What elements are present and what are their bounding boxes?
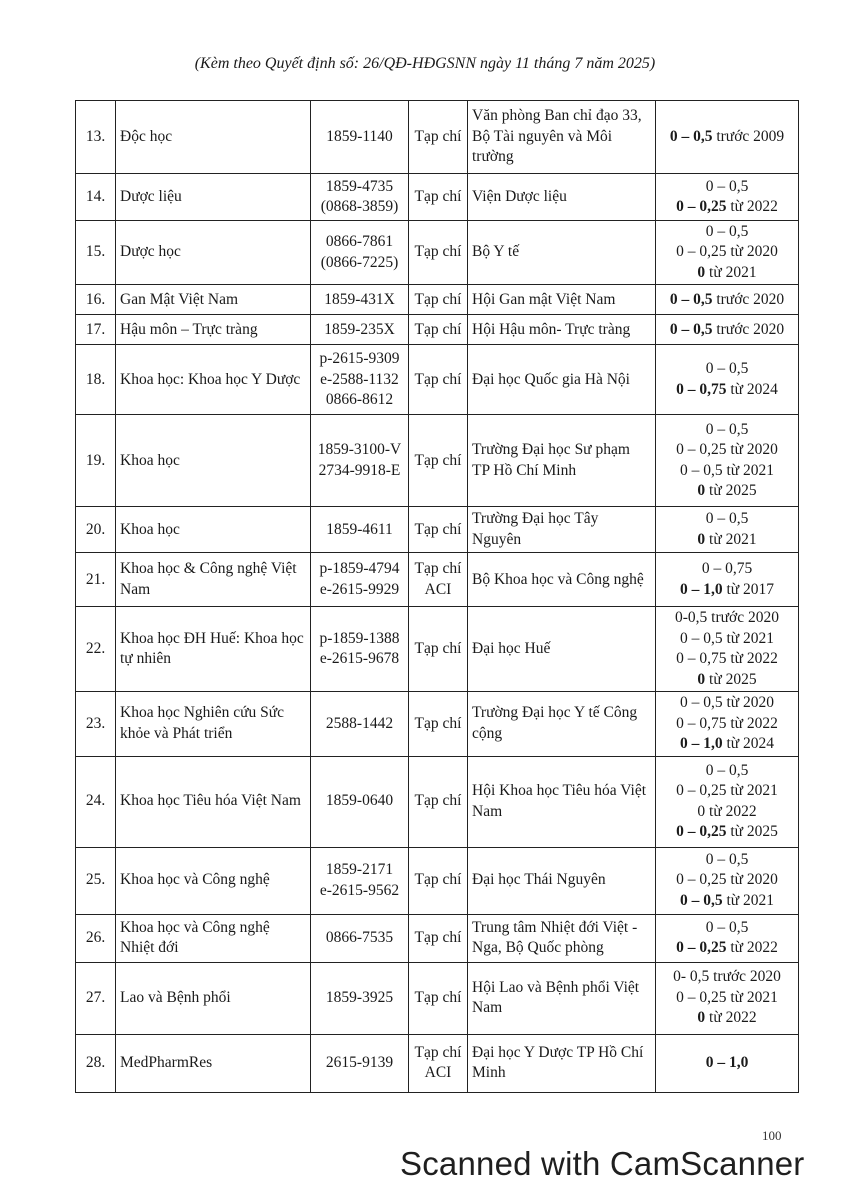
issn xyxy=(311,221,409,285)
page-number: 100 xyxy=(762,1128,782,1140)
publication-type xyxy=(409,1034,468,1092)
journal-name: Hậu môn – Trực tràng xyxy=(116,315,311,345)
publication-type xyxy=(409,847,468,914)
row-number: 14. xyxy=(76,174,116,221)
issn-line: 1859-0640 xyxy=(325,792,394,810)
publication-type xyxy=(409,415,468,507)
issn-line: 2588-1442 xyxy=(325,714,394,732)
type-line: ACI xyxy=(424,580,452,598)
row-number: 13. xyxy=(76,101,116,174)
journal-name: Gan Mật Việt Nam xyxy=(116,285,311,315)
score-since: từ 2017 xyxy=(722,580,775,598)
score-value: 0 – 0,25 xyxy=(676,441,727,459)
publication-type xyxy=(409,607,468,692)
table-row xyxy=(76,756,799,847)
issn-line: 0866-8612 xyxy=(325,391,394,409)
score-line xyxy=(660,822,794,842)
score-since: từ 2020 xyxy=(726,441,778,459)
row-number: 17. xyxy=(76,315,116,345)
score-line xyxy=(660,761,794,781)
table-row xyxy=(76,507,799,553)
score-since: từ 2022 xyxy=(705,1009,757,1027)
score-line xyxy=(660,714,794,734)
publication-type xyxy=(409,345,468,415)
publisher: Trường Đại học Y tế Công cộng xyxy=(468,692,656,756)
issn-line: 1859-3925 xyxy=(325,988,394,1006)
score-since: từ 2022 xyxy=(726,714,778,732)
journal-name: Khoa học Tiêu hóa Việt Nam xyxy=(116,756,311,847)
table-row xyxy=(76,345,799,415)
score-value: 0 – 0,5 xyxy=(669,320,713,338)
score-since: từ 2021 xyxy=(726,988,778,1006)
score-line xyxy=(660,608,794,628)
issn xyxy=(311,607,409,692)
row-number: 23. xyxy=(76,692,116,756)
issn-line: e-2615-9929 xyxy=(319,580,400,598)
score-range xyxy=(656,962,799,1034)
score-line xyxy=(660,197,794,217)
score-since: từ 2024 xyxy=(722,735,775,753)
journal-name: Khoa học và Công nghệ Nhiệt đới xyxy=(116,914,311,962)
type-line: Tạp chí xyxy=(414,560,462,578)
publication-type xyxy=(409,756,468,847)
score-value: 0 – 0,25 xyxy=(676,243,727,261)
type-line: Tạp chí xyxy=(414,928,462,946)
issn-line: 1859-4735 xyxy=(325,177,394,195)
row-number: 28. xyxy=(76,1034,116,1092)
table-row xyxy=(76,174,799,221)
issn xyxy=(311,962,409,1034)
score-value: 0 – 0,5 xyxy=(679,891,723,909)
score-since: từ 2021 xyxy=(722,891,775,909)
issn xyxy=(311,285,409,315)
score-range xyxy=(656,285,799,315)
publication-type xyxy=(409,962,468,1034)
score-value: 0 – 0,5 xyxy=(705,918,749,936)
publisher: Trường Đại học Tây Nguyên xyxy=(468,507,656,553)
journal-name: Khoa học Nghiên cứu Sức khỏe và Phát triển xyxy=(116,692,311,756)
score-value: 0 – 0,75 xyxy=(676,714,727,732)
publisher: Đại học Y Dược TP Hồ Chí Minh xyxy=(468,1034,656,1092)
table-row xyxy=(76,285,799,315)
score-line xyxy=(660,559,794,579)
score-line xyxy=(660,693,794,713)
score-value: 0- 0,5 xyxy=(673,968,710,986)
publication-type xyxy=(409,507,468,553)
publisher: Hội Khoa học Tiêu hóa Việt Nam xyxy=(468,756,656,847)
score-line xyxy=(660,580,794,600)
row-number: 25. xyxy=(76,847,116,914)
score-since: từ 2021 xyxy=(705,530,757,548)
table-row xyxy=(76,221,799,285)
score-value: 0 – 1,0 xyxy=(705,1053,749,1071)
score-line xyxy=(660,320,794,340)
score-value: 0 – 0,5 xyxy=(705,510,749,528)
row-number: 24. xyxy=(76,756,116,847)
score-line xyxy=(660,734,794,754)
type-line: Tạp chí xyxy=(414,243,462,261)
score-since: trước 2020 xyxy=(709,968,781,986)
journal-name: Khoa học và Công nghệ xyxy=(116,847,311,914)
score-value: 0 – 0,25 xyxy=(676,198,727,215)
publisher: Bộ Y tế xyxy=(468,221,656,285)
issn-line: 2615-9139 xyxy=(325,1053,394,1071)
score-since: từ 2022 xyxy=(726,650,778,668)
score-value: 0 – 0,5 xyxy=(705,761,749,779)
journal-name: Khoa học xyxy=(116,507,311,553)
score-value: 0 xyxy=(697,263,706,281)
score-range xyxy=(656,415,799,507)
journal-name: Khoa học ĐH Huế: Khoa học tự nhiên xyxy=(116,607,311,692)
score-line xyxy=(660,177,794,197)
score-value: 0 – 0,5 xyxy=(679,629,723,647)
score-value: 0 – 0,5 xyxy=(679,461,723,479)
score-value: 0-0,5 xyxy=(675,609,708,627)
table-row xyxy=(76,101,799,174)
camscanner-watermark: Scanned with CamScanner xyxy=(400,1145,805,1182)
publisher: Viện Dược liệu xyxy=(468,174,656,221)
issn-line: e-2615-9678 xyxy=(319,650,400,668)
score-range xyxy=(656,345,799,415)
issn-line: 1859-4611 xyxy=(326,520,393,538)
score-since: từ 2021 xyxy=(722,461,775,479)
score-since: từ 2025 xyxy=(726,822,778,840)
issn-line: 0866-7535 xyxy=(325,928,394,946)
score-since: trước 2020 xyxy=(707,609,779,627)
row-number: 18. xyxy=(76,345,116,415)
journal-name: Lao và Bệnh phổi xyxy=(116,962,311,1034)
table-row xyxy=(76,607,799,692)
score-value: 0 – 0,75 xyxy=(676,650,727,668)
row-number: 27. xyxy=(76,962,116,1034)
score-since: từ 2022 xyxy=(726,198,778,215)
score-line xyxy=(660,530,794,550)
issn xyxy=(311,101,409,174)
score-value: 0 xyxy=(697,482,706,500)
score-range xyxy=(656,607,799,692)
score-line xyxy=(660,481,794,501)
issn-line: e-2615-9562 xyxy=(319,881,400,899)
score-since: từ 2020 xyxy=(722,694,775,712)
issn-line: p-1859-1388 xyxy=(319,629,400,647)
issn-line: 1859-2171 xyxy=(325,861,394,879)
journal-name: Khoa học xyxy=(116,415,311,507)
score-line xyxy=(660,870,794,890)
score-value: 0 – 0,5 xyxy=(679,694,723,712)
score-range xyxy=(656,553,799,607)
issn-line: 1859-1140 xyxy=(326,127,393,145)
score-range xyxy=(656,756,799,847)
score-range xyxy=(656,847,799,914)
score-range xyxy=(656,174,799,221)
issn xyxy=(311,315,409,345)
issn-line: 1859-235X xyxy=(324,320,395,338)
score-value: 0 – 1,0 xyxy=(679,735,723,753)
issn xyxy=(311,507,409,553)
score-line xyxy=(660,380,794,400)
score-since: từ 2021 xyxy=(726,782,778,800)
score-line xyxy=(660,670,794,690)
type-line: Tạp chí xyxy=(414,290,462,308)
type-line: Tạp chí xyxy=(414,320,462,338)
type-line: Tạp chí xyxy=(414,714,462,732)
score-line xyxy=(660,629,794,649)
journal-name: Khoa học: Khoa học Y Dược xyxy=(116,345,311,415)
type-line: Tạp chí xyxy=(414,1043,462,1061)
table-row xyxy=(76,847,799,914)
score-line xyxy=(660,967,794,987)
row-number: 20. xyxy=(76,507,116,553)
publisher: Hội Gan mật Việt Nam xyxy=(468,285,656,315)
score-line xyxy=(660,649,794,669)
type-line: Tạp chí xyxy=(414,988,462,1006)
type-line: Tạp chí xyxy=(414,370,462,388)
score-value: 0 – 0,25 xyxy=(676,782,727,800)
publication-type xyxy=(409,101,468,174)
score-since: từ 2024 xyxy=(726,380,778,398)
score-value: 0 – 0,5 xyxy=(669,290,713,308)
type-line: Tạp chí xyxy=(414,127,462,145)
score-range xyxy=(656,101,799,174)
score-since: từ 2021 xyxy=(722,629,775,647)
type-line: Tạp chí xyxy=(414,792,462,810)
issn xyxy=(311,756,409,847)
score-since: trước 2020 xyxy=(712,320,785,338)
score-value: 0 – 0,5 xyxy=(669,127,713,145)
score-since: từ 2020 xyxy=(726,243,778,261)
header-note: (Kèm theo Quyết định số: 26/QĐ-HĐGSNN ngày 11 tháng 7 năm 2025) xyxy=(194,55,656,72)
score-value: 0 xyxy=(697,530,706,548)
score-value: 0 – 0,75 xyxy=(676,380,727,398)
score-range xyxy=(656,315,799,345)
score-line xyxy=(660,263,794,283)
publication-type xyxy=(409,692,468,756)
score-range xyxy=(656,1034,799,1092)
score-line xyxy=(660,290,794,310)
issn xyxy=(311,174,409,221)
issn xyxy=(311,1034,409,1092)
table-row xyxy=(76,692,799,756)
type-line: Tạp chí xyxy=(414,640,462,658)
table-row xyxy=(76,553,799,607)
issn-line: 1859-3100-V xyxy=(317,441,402,459)
table-row xyxy=(76,914,799,962)
score-value: 0 – 0,25 xyxy=(676,988,727,1006)
score-line xyxy=(660,509,794,529)
score-line xyxy=(660,891,794,911)
row-number: 15. xyxy=(76,221,116,285)
row-number: 16. xyxy=(76,285,116,315)
score-line xyxy=(660,938,794,958)
table-row xyxy=(76,415,799,507)
score-line xyxy=(660,420,794,440)
publication-type xyxy=(409,285,468,315)
score-value: 0 – 0,25 xyxy=(676,939,727,957)
score-value: 0 – 0,5 xyxy=(705,360,749,378)
score-since: từ 2025 xyxy=(705,482,757,500)
score-since: từ 2025 xyxy=(705,670,757,688)
journal-name: Dược liệu xyxy=(116,174,311,221)
score-range xyxy=(656,507,799,553)
row-number: 19. xyxy=(76,415,116,507)
score-line xyxy=(660,1053,794,1073)
issn xyxy=(311,847,409,914)
issn-line: p-1859-4794 xyxy=(319,560,400,578)
score-since: trước 2009 xyxy=(712,127,785,145)
publication-type xyxy=(409,315,468,345)
issn-line: e-2588-1132 xyxy=(320,370,399,388)
score-value: 0 xyxy=(697,670,706,688)
journal-table xyxy=(75,100,799,1093)
score-value: 0 – 0,75 xyxy=(701,560,753,578)
score-value: 0 xyxy=(697,802,706,820)
score-value: 0 – 0,5 xyxy=(705,850,749,868)
table-row xyxy=(76,1034,799,1092)
score-line xyxy=(660,440,794,460)
score-value: 0 – 0,25 xyxy=(676,822,727,840)
issn xyxy=(311,553,409,607)
row-number: 22. xyxy=(76,607,116,692)
score-range xyxy=(656,692,799,756)
publisher: Đại học Quốc gia Hà Nội xyxy=(468,345,656,415)
publisher: Hội Lao và Bệnh phổi Việt Nam xyxy=(468,962,656,1034)
score-value: 0 – 0,5 xyxy=(705,420,749,438)
publisher: Trung tâm Nhiệt đới Việt - Nga, Bộ Quốc phòng xyxy=(468,914,656,962)
table-row xyxy=(76,315,799,345)
publisher: Hội Hậu môn- Trực tràng xyxy=(468,315,656,345)
score-line xyxy=(660,222,794,242)
score-since: từ 2020 xyxy=(726,871,778,889)
row-number: 26. xyxy=(76,914,116,962)
issn-line: (0866-7225) xyxy=(320,253,399,271)
issn-line: p-2615-9309 xyxy=(319,350,400,368)
score-line xyxy=(660,461,794,481)
score-value: 0 xyxy=(697,1009,706,1027)
score-line xyxy=(660,1008,794,1028)
issn-line: 1859-431X xyxy=(324,290,395,308)
score-line xyxy=(660,359,794,379)
issn xyxy=(311,914,409,962)
score-range xyxy=(656,914,799,962)
journal-name: Độc học xyxy=(116,101,311,174)
score-line xyxy=(660,988,794,1008)
score-line xyxy=(660,242,794,262)
score-value: 0 – 0,5 xyxy=(705,177,749,195)
score-since: trước 2020 xyxy=(712,290,785,308)
issn-line: 0866-7861 xyxy=(325,233,394,251)
journal-name: MedPharmRes xyxy=(116,1034,311,1092)
type-line: Tạp chí xyxy=(414,520,462,538)
score-range xyxy=(656,221,799,285)
score-line xyxy=(660,850,794,870)
score-value: 0 – 0,25 xyxy=(676,871,727,889)
issn-line: 2734-9918-E xyxy=(318,461,401,479)
row-number: 21. xyxy=(76,553,116,607)
score-value: 0 – 1,0 xyxy=(679,580,723,598)
publication-type xyxy=(409,914,468,962)
issn xyxy=(311,345,409,415)
publisher: Văn phòng Ban chỉ đạo 33, Bộ Tài nguyên và Môi trường xyxy=(468,101,656,174)
score-line xyxy=(660,802,794,822)
journal-name: Dược học xyxy=(116,221,311,285)
type-line: ACI xyxy=(424,1064,452,1082)
score-since: từ 2022 xyxy=(726,939,778,957)
publication-type xyxy=(409,221,468,285)
score-since: từ 2021 xyxy=(705,263,757,281)
type-line: Tạp chí xyxy=(414,871,462,889)
type-line: Tạp chí xyxy=(414,451,462,469)
publisher: Trường Đại học Sư phạm TP Hồ Chí Minh xyxy=(468,415,656,507)
issn xyxy=(311,692,409,756)
journal-name: Khoa học & Công nghệ Việt Nam xyxy=(116,553,311,607)
publication-type xyxy=(409,174,468,221)
table-row xyxy=(76,962,799,1034)
issn xyxy=(311,415,409,507)
issn-line: (0868-3859) xyxy=(320,198,399,215)
score-line xyxy=(660,127,794,147)
publication-type xyxy=(409,553,468,607)
publisher: Đại học Huế xyxy=(468,607,656,692)
score-since: từ 2022 xyxy=(705,802,757,820)
score-line xyxy=(660,781,794,801)
score-line xyxy=(660,918,794,938)
type-line: Tạp chí xyxy=(414,187,462,205)
score-value: 0 – 0,5 xyxy=(705,223,749,240)
publisher: Bộ Khoa học và Công nghệ xyxy=(468,553,656,607)
publisher: Đại học Thái Nguyên xyxy=(468,847,656,914)
